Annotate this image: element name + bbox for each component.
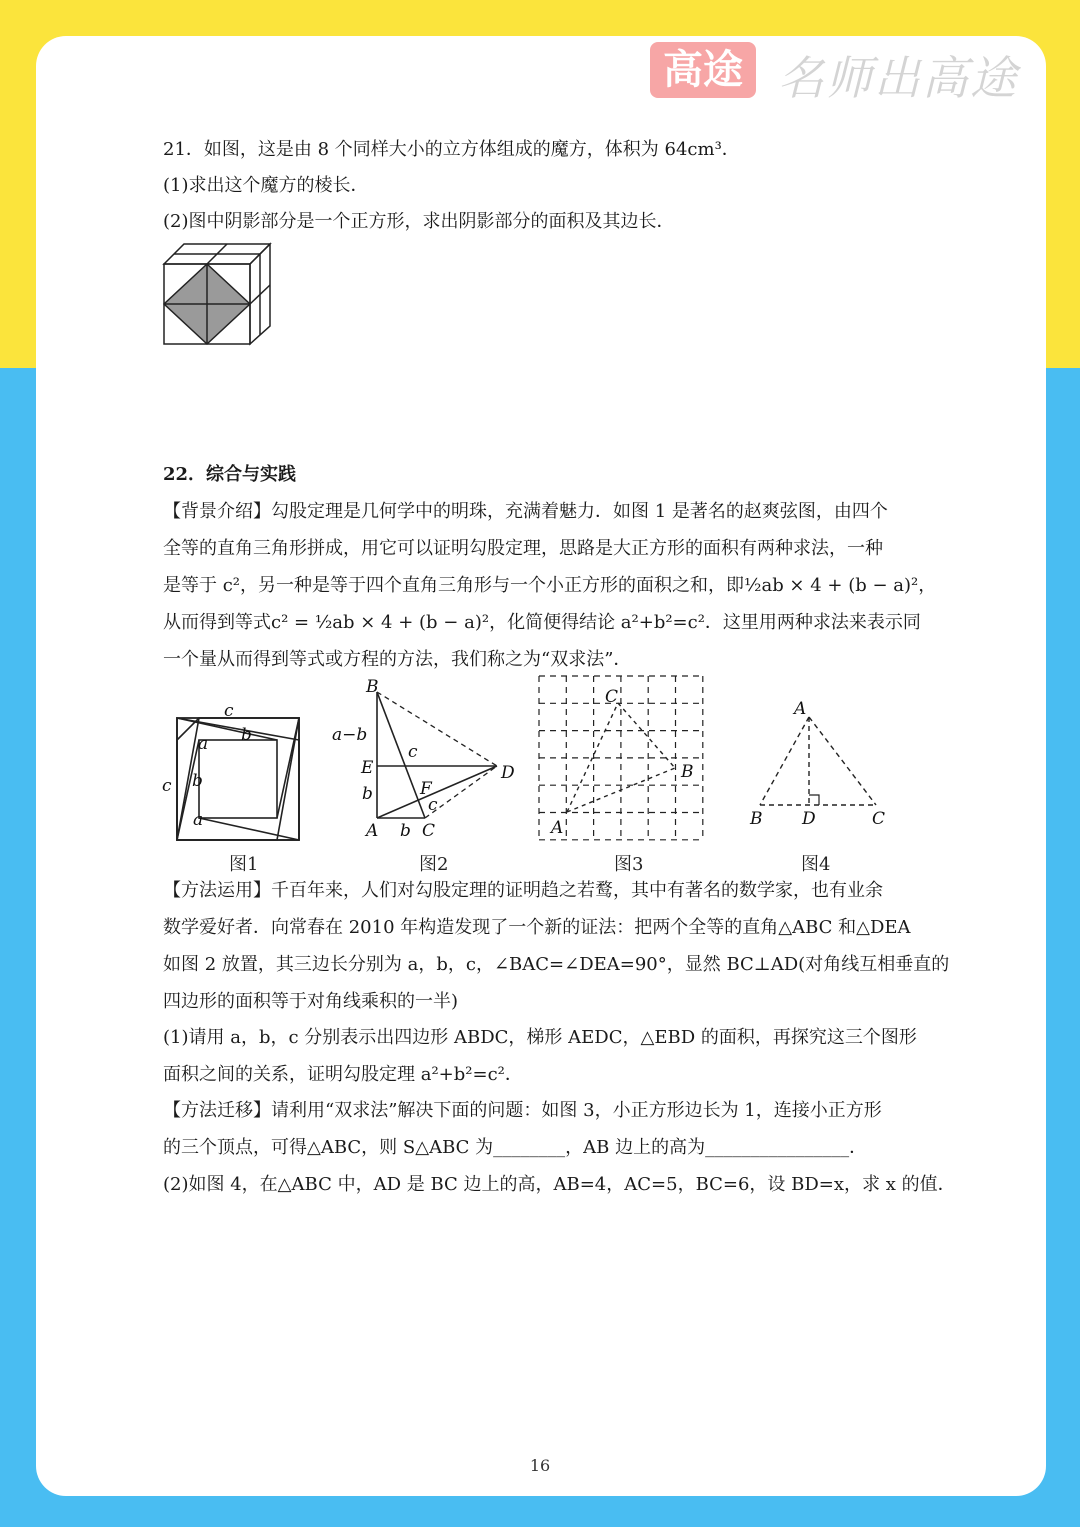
q21-part1: (1)求出这个魔方的棱长． (163, 175, 369, 196)
caption-fig4: 图4 (801, 854, 831, 875)
fig2-label-B: B (366, 677, 379, 697)
fig2-label-A: A (366, 821, 379, 841)
fig3-label-B: B (681, 762, 694, 782)
q22-transfer-line2: 的三个顶点，可得△ABC，则 S△ABC 为________，AB 边上的高为________________． (163, 1137, 868, 1158)
fig4-label-D: D (802, 809, 816, 829)
q22-bg-line2: 全等的直角三角形拼成，用它可以证明勾股定理，思路是大正方形的面积有两种求法，一种 (163, 538, 883, 559)
q22-part1-line1: (1)请用 a，b，c 分别表示出四边形 ABDC，梯形 AEDC，△EBD 的面积，再探究这三个图形 (163, 1027, 917, 1048)
fig1-label-top: c (224, 701, 234, 721)
q21-part2: (2)图中阴影部分是一个正方形，求出阴影部分的面积及其边长． (163, 211, 675, 232)
figure-1-zhao-shuang (158, 700, 308, 845)
cube-figure (160, 240, 275, 350)
q21-stem: 21．如图，这是由 8 个同样大小的立方体组成的魔方，体积为 64cm³． (163, 139, 740, 160)
fig2-label-c2: c (428, 795, 438, 815)
q22-bg-line1: 【背景介绍】勾股定理是几何学中的明珠，充满着魅力．如图 1 是著名的赵爽弦图，由四个 (163, 501, 888, 522)
fig2-label-F: F (420, 779, 432, 799)
fig2-label-c1: c (408, 742, 418, 762)
q22-method-line1: 【方法运用】千百年来，人们对勾股定理的证明趋之若鹜，其中有著名的数学家，也有业余 (163, 880, 883, 901)
fig1-label-left: c (162, 776, 172, 796)
fig2-label-E: E (361, 758, 374, 778)
q22-bg-line3: 是等于 c²，另一种是等于四个直角三角形与一个小正方形的面积之和，即½ab × 4 + (b − a)²， (163, 575, 937, 596)
fig2-label-D: D (501, 763, 515, 783)
fig3-label-A: A (551, 818, 564, 838)
caption-fig3: 图3 (614, 854, 644, 875)
q22-method-line4: 四边形的面积等于对角线乘积的一半) (163, 991, 459, 1012)
q22-bg-line4: 从而得到等式c² = ½ab × 4 + (b − a)²，化简便得结论 a²+b²=c²．这里用两种求法来表示同 (163, 612, 921, 633)
fig2-label-b2: b (400, 821, 411, 841)
fig4-label-A: A (794, 699, 807, 719)
figure-3-grid (535, 672, 710, 844)
page-number: 16 (529, 1456, 551, 1475)
fig2-label-b: b (362, 784, 373, 804)
caption-fig2: 图2 (419, 854, 449, 875)
fig2-label-a-minus-b: a−b (332, 725, 368, 745)
q22-method-line3: 如图 2 放置，其三边长分别为 a，b，c，∠BAC=∠DEA=90°，显然 BC⊥AD(对角线互相垂直的 (163, 954, 950, 975)
figure-4-triangle (745, 690, 895, 840)
q22-title: 22．综合与实践 (163, 464, 297, 485)
q22-method-line2: 数学爱好者．向常春在 2010 年构造发现了一个新的证法：把两个全等的直角△ABC 和△DEA (163, 917, 911, 938)
brand-slogan: 名师出高途 (778, 51, 1018, 105)
fig2-label-C: C (422, 821, 436, 841)
fig1-label-a2: a (193, 810, 204, 830)
fig1-label-b2: b (192, 771, 203, 791)
fig4-label-C: C (872, 809, 886, 829)
fig1-label-b1: b (241, 725, 252, 745)
fig3-label-C: C (605, 687, 619, 707)
q22-part1-line2: 面积之间的关系，证明勾股定理 a²+b²=c²． (163, 1064, 523, 1085)
q22-part2: (2)如图 4，在△ABC 中，AD 是 BC 边上的高，AB=4，AC=5，BC=6，设 BD=x，求 x 的值． (163, 1174, 956, 1195)
brand-logo: 高途 (650, 42, 756, 98)
fig4-label-B: B (750, 809, 763, 829)
figure-2 (330, 675, 525, 845)
caption-fig1: 图1 (229, 854, 259, 875)
q22-transfer-line1: 【方法迁移】请利用“双求法”解决下面的问题：如图 3，小正方形边长为 1，连接小正方形 (163, 1100, 882, 1121)
q22-bg-line5: 一个量从而得到等式或方程的方法，我们称之为“双求法”． (163, 649, 632, 670)
fig1-label-a1: a (198, 734, 209, 754)
